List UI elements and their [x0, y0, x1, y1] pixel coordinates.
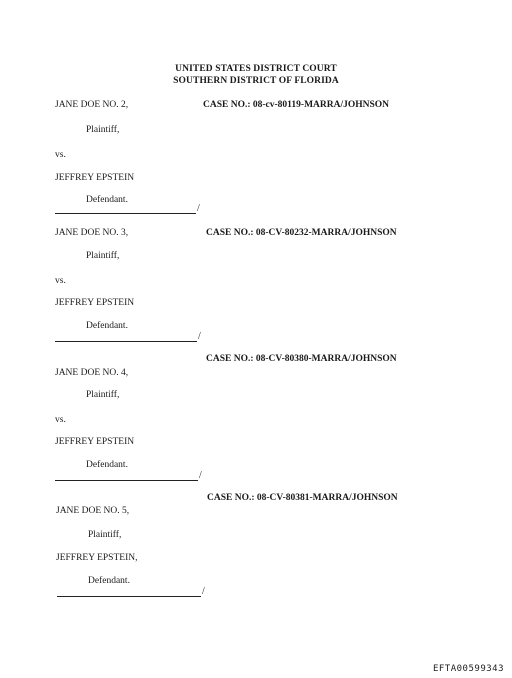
plaintiff-name: JANE DOE NO. 3, [55, 228, 129, 238]
caption-rule [55, 341, 197, 342]
caption-slash: / [199, 470, 202, 481]
defendant-name: JEFFREY EPSTEIN [55, 173, 135, 183]
defendant-role: Defendant. [86, 321, 128, 331]
court-district: SOUTHERN DISTRICT OF FLORIDA [173, 76, 339, 86]
plaintiff-name: JANE DOE NO. 2, [55, 100, 129, 110]
versus: vs. [55, 276, 66, 286]
versus: vs. [55, 150, 66, 160]
case-number: CASE NO.: 08-CV-80232-MARRA/JOHNSON [206, 228, 397, 238]
plaintiff-role: Plaintiff, [86, 390, 120, 400]
case-number: CASE NO.: 08-CV-80380-MARRA/JOHNSON [206, 354, 397, 364]
court-name: UNITED STATES DISTRICT COURT [175, 64, 337, 74]
document-id: EFTA00599343 [432, 664, 504, 674]
caption-rule [57, 596, 201, 597]
case-number: CASE NO.: 08-CV-80381-MARRA/JOHNSON [207, 493, 398, 503]
case-number: CASE NO.: 08-cv-80119-MARRA/JOHNSON [203, 100, 390, 110]
caption-slash: / [198, 331, 201, 342]
plaintiff-role: Plaintiff, [86, 251, 120, 261]
defendant-role: Defendant. [88, 576, 130, 586]
caption-rule [55, 480, 198, 481]
plaintiff-name: JANE DOE NO. 4, [55, 368, 129, 378]
caption-slash: / [202, 586, 205, 597]
plaintiff-role: Plaintiff, [86, 125, 120, 135]
defendant-name: JEFFREY EPSTEIN, [56, 553, 138, 563]
caption-rule [55, 213, 196, 214]
defendant-name: JEFFREY EPSTEIN [55, 437, 135, 447]
defendant-role: Defendant. [86, 195, 128, 205]
caption-slash: / [197, 203, 200, 214]
defendant-name: JEFFREY EPSTEIN [55, 298, 135, 308]
versus: vs. [55, 415, 66, 425]
plaintiff-role: Plaintiff, [88, 530, 122, 540]
plaintiff-name: JANE DOE NO. 5, [56, 506, 130, 516]
defendant-role: Defendant. [86, 460, 128, 470]
